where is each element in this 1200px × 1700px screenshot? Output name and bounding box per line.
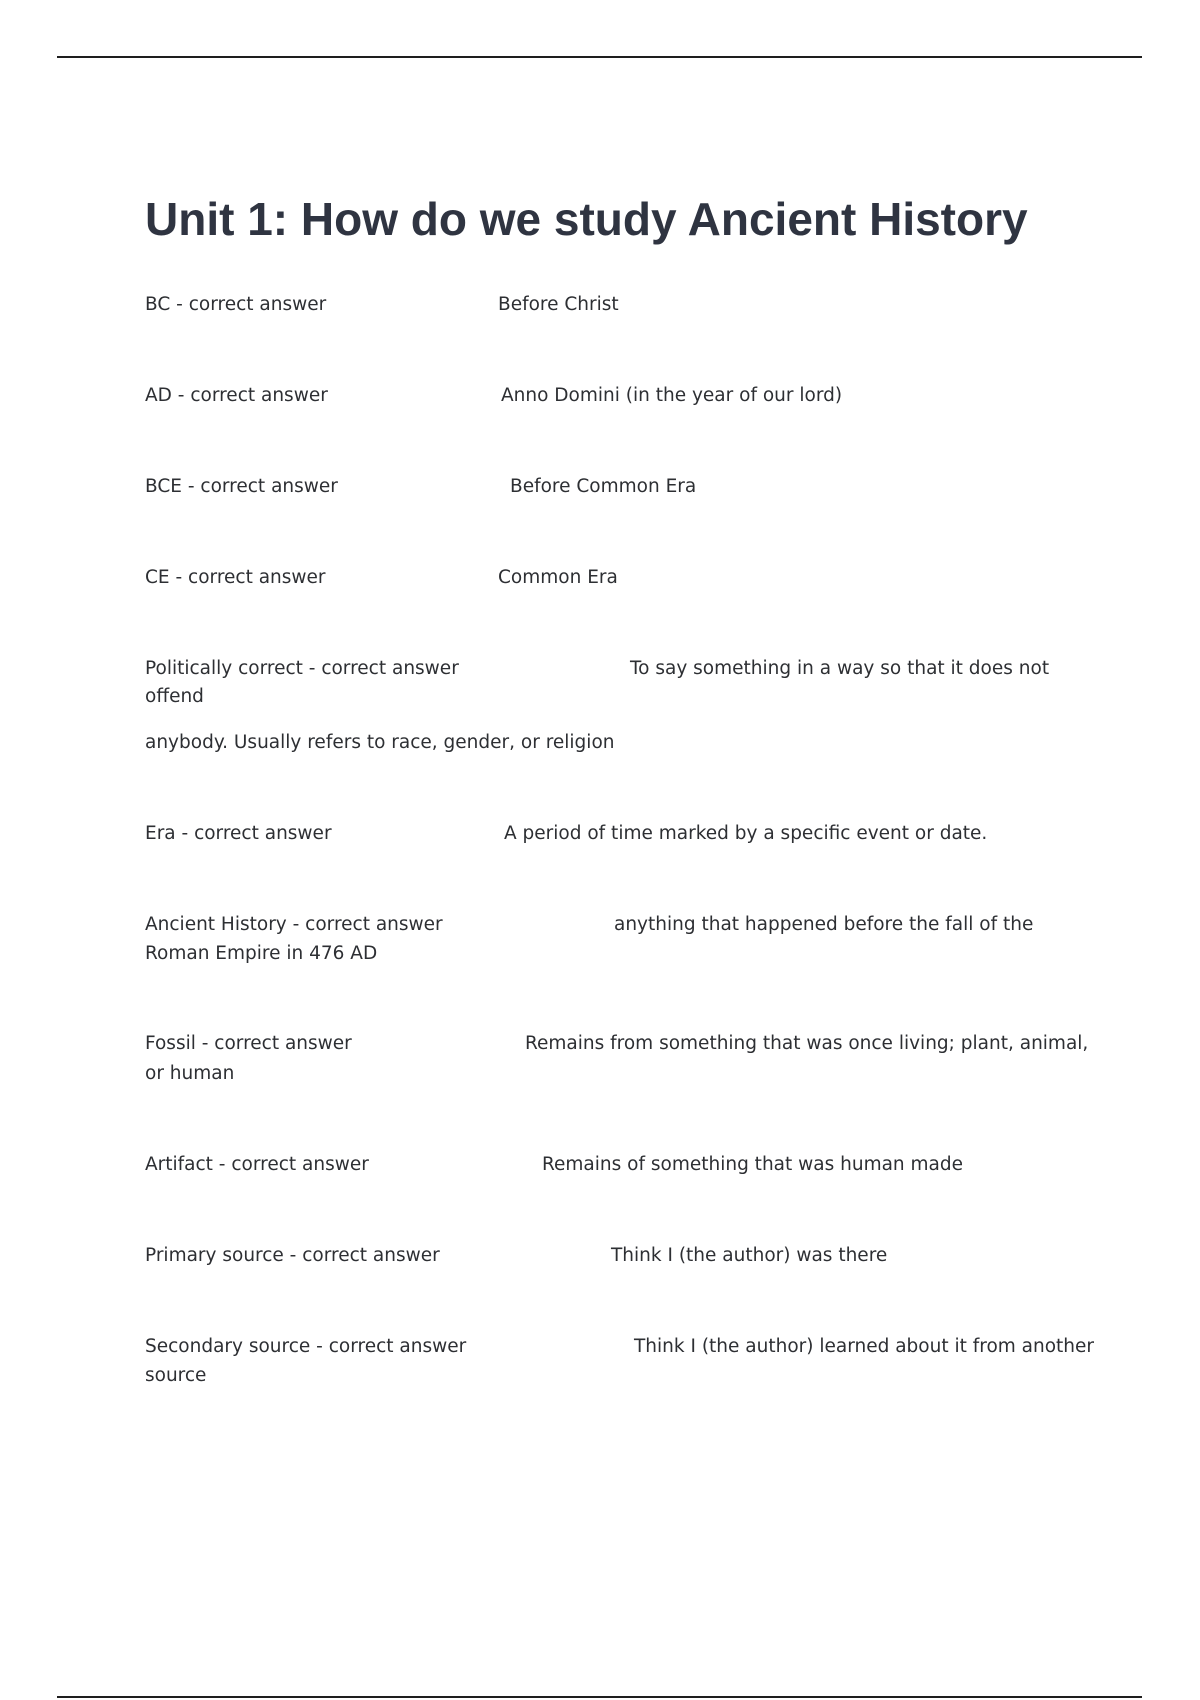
entry-definition: Think I (the author) was there [611,1245,888,1266]
entry-definition: To say something in a way so that it does not [630,658,1050,679]
page-title: Unit 1: How do we study Ancient History [145,193,1028,245]
entry-term: Ancient History - correct answer [145,914,443,935]
entry-continuation: offend [145,686,204,707]
entry-continuation: or human [145,1063,235,1084]
entry-row [145,566,618,590]
entry-term: Fossil - correct answer [145,1033,352,1054]
entry-row [145,1032,1089,1056]
entry-definition: Remains of something that was human made [542,1154,964,1175]
entry-row [145,384,843,408]
entry-definition: Think I (the author) learned about it from another [634,1336,1095,1357]
bottom-rule [57,1696,1142,1698]
entry-definition: Remains from something that was once living; plant, animal, [525,1033,1089,1054]
top-rule [57,56,1142,58]
entry-row [145,1153,964,1177]
entry-definition: A period of time marked by a specific event or date. [504,823,988,844]
entry-definition: Common Era [498,567,618,588]
entry-term: Primary source - correct answer [145,1245,440,1266]
entry-row [145,822,988,846]
entry-term: BCE - correct answer [145,476,338,497]
entry-definition: Anno Domini (in the year of our lord) [501,385,843,406]
entry-continuation: anybody. Usually refers to race, gender, or religion [145,732,615,753]
entry-continuation: source [145,1365,207,1386]
entry-row [145,475,697,499]
entry-term: Politically correct - correct answer [145,658,459,679]
entry-row [145,1244,888,1268]
entry-term: CE - correct answer [145,567,326,588]
entry-term: BC - correct answer [145,294,327,315]
entry-term: Era - correct answer [145,823,332,844]
entry-definition: Before Christ [498,294,619,315]
entry-definition: Before Common Era [510,476,697,497]
entry-row [145,657,1050,681]
entry-term: Secondary source - correct answer [145,1336,467,1357]
entry-definition: anything that happened before the fall of the [614,914,1034,935]
entry-continuation: Roman Empire in 476 AD [145,943,378,964]
entry-term: Artifact - correct answer [145,1154,369,1175]
entry-row [145,293,619,317]
entry-term: AD - correct answer [145,385,328,406]
entry-row [145,913,1034,937]
entry-row [145,1335,1095,1359]
